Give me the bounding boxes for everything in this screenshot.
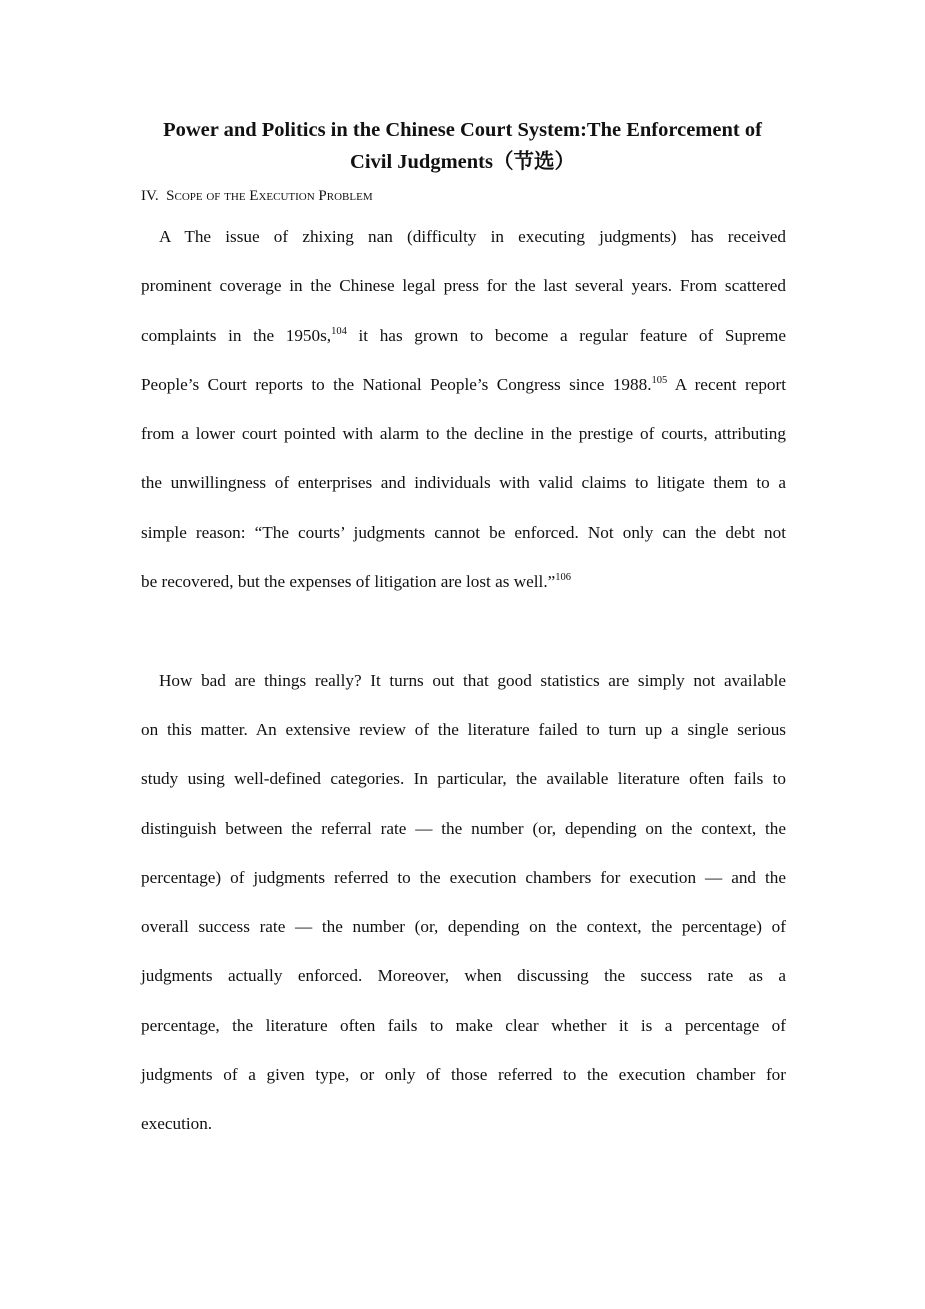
text-line: [141, 311, 786, 360]
text-line: [141, 902, 786, 951]
text-segment: prominent coverage in the Chinese legal press for the last several years. From scattered: [141, 276, 786, 296]
title-line-2: Civil Judgments（节选）: [350, 151, 575, 173]
text-segment: percentage, the literature often fails to make clear whether it is a percentage of: [141, 1015, 786, 1035]
text-line: [141, 754, 786, 803]
text-segment: judgments actually enforced. Moreover, when discussing the success rate as a: [141, 966, 786, 986]
text-segment: complaints in the 1950s,: [141, 325, 332, 345]
text-line: [141, 853, 786, 902]
text-line: [141, 360, 786, 409]
text-segment: study using well-defined categories. In particular, the available literature often fails to: [141, 769, 786, 789]
section-title: Scope of the Execution Problem: [166, 188, 373, 204]
footnote-marker: 106: [555, 572, 572, 584]
text-line: [141, 705, 786, 754]
text-segment: overall success rate — the number (or, depending on the context, the percentage) of: [141, 917, 786, 937]
text-line: [141, 1099, 786, 1148]
title-line-1: Power and Politics in the Chinese Court System:The Enforcement of: [163, 119, 762, 141]
text-segment: judgments of a given type, or only of those referred to the execution chamber for: [141, 1065, 786, 1085]
text-segment: on this matter. An extensive review of the literature failed to turn up a single serious: [141, 719, 786, 739]
document-body: [141, 212, 786, 1149]
text-line: [141, 1001, 786, 1050]
text-segment: A recent report: [667, 374, 787, 394]
text-segment: execution.: [141, 1114, 213, 1134]
text-segment: simple reason: “The courts’ judgments cannot be enforced. Not only can the debt not: [141, 522, 786, 542]
paragraph-spacer: [141, 606, 786, 655]
paragraph: [141, 212, 786, 606]
paragraph: [141, 656, 786, 1149]
text-segment: from a lower court pointed with alarm to the decline in the prestige of courts, attributing: [141, 424, 786, 444]
text-line: [141, 409, 786, 458]
text-line: [141, 804, 786, 853]
text-segment: distinguish between the referral rate — the number (or, depending on the context, the: [141, 818, 786, 838]
section-heading: [141, 186, 373, 206]
text-line: [141, 508, 786, 557]
text-segment: People’s Court reports to the National People’s Congress since 1988.: [141, 374, 652, 394]
text-line: [141, 261, 786, 310]
footnote-marker: 105: [651, 374, 668, 386]
text-segment: it has grown to become a regular feature of Supreme: [346, 325, 786, 345]
text-line: [141, 951, 786, 1000]
text-line: [141, 458, 786, 507]
text-line: [141, 656, 786, 705]
section-number: IV.: [141, 188, 159, 204]
text-segment: the unwillingness of enterprises and individuals with valid claims to litigate them to a: [141, 473, 786, 493]
text-line: [141, 1050, 786, 1099]
document-title: [130, 114, 795, 178]
text-line: [141, 212, 786, 261]
text-segment: How bad are things really? It turns out that good statistics are simply not available: [159, 670, 786, 690]
footnote-marker: 104: [331, 325, 347, 337]
text-segment: A The issue of zhixing nan (difficulty in executing judgments) has received: [159, 227, 786, 246]
text-line: [141, 557, 786, 606]
text-segment: percentage) of judgments referred to the execution chambers for execution — and the: [141, 867, 786, 887]
text-segment: be recovered, but the expenses of litigation are lost as well.”: [141, 572, 556, 592]
